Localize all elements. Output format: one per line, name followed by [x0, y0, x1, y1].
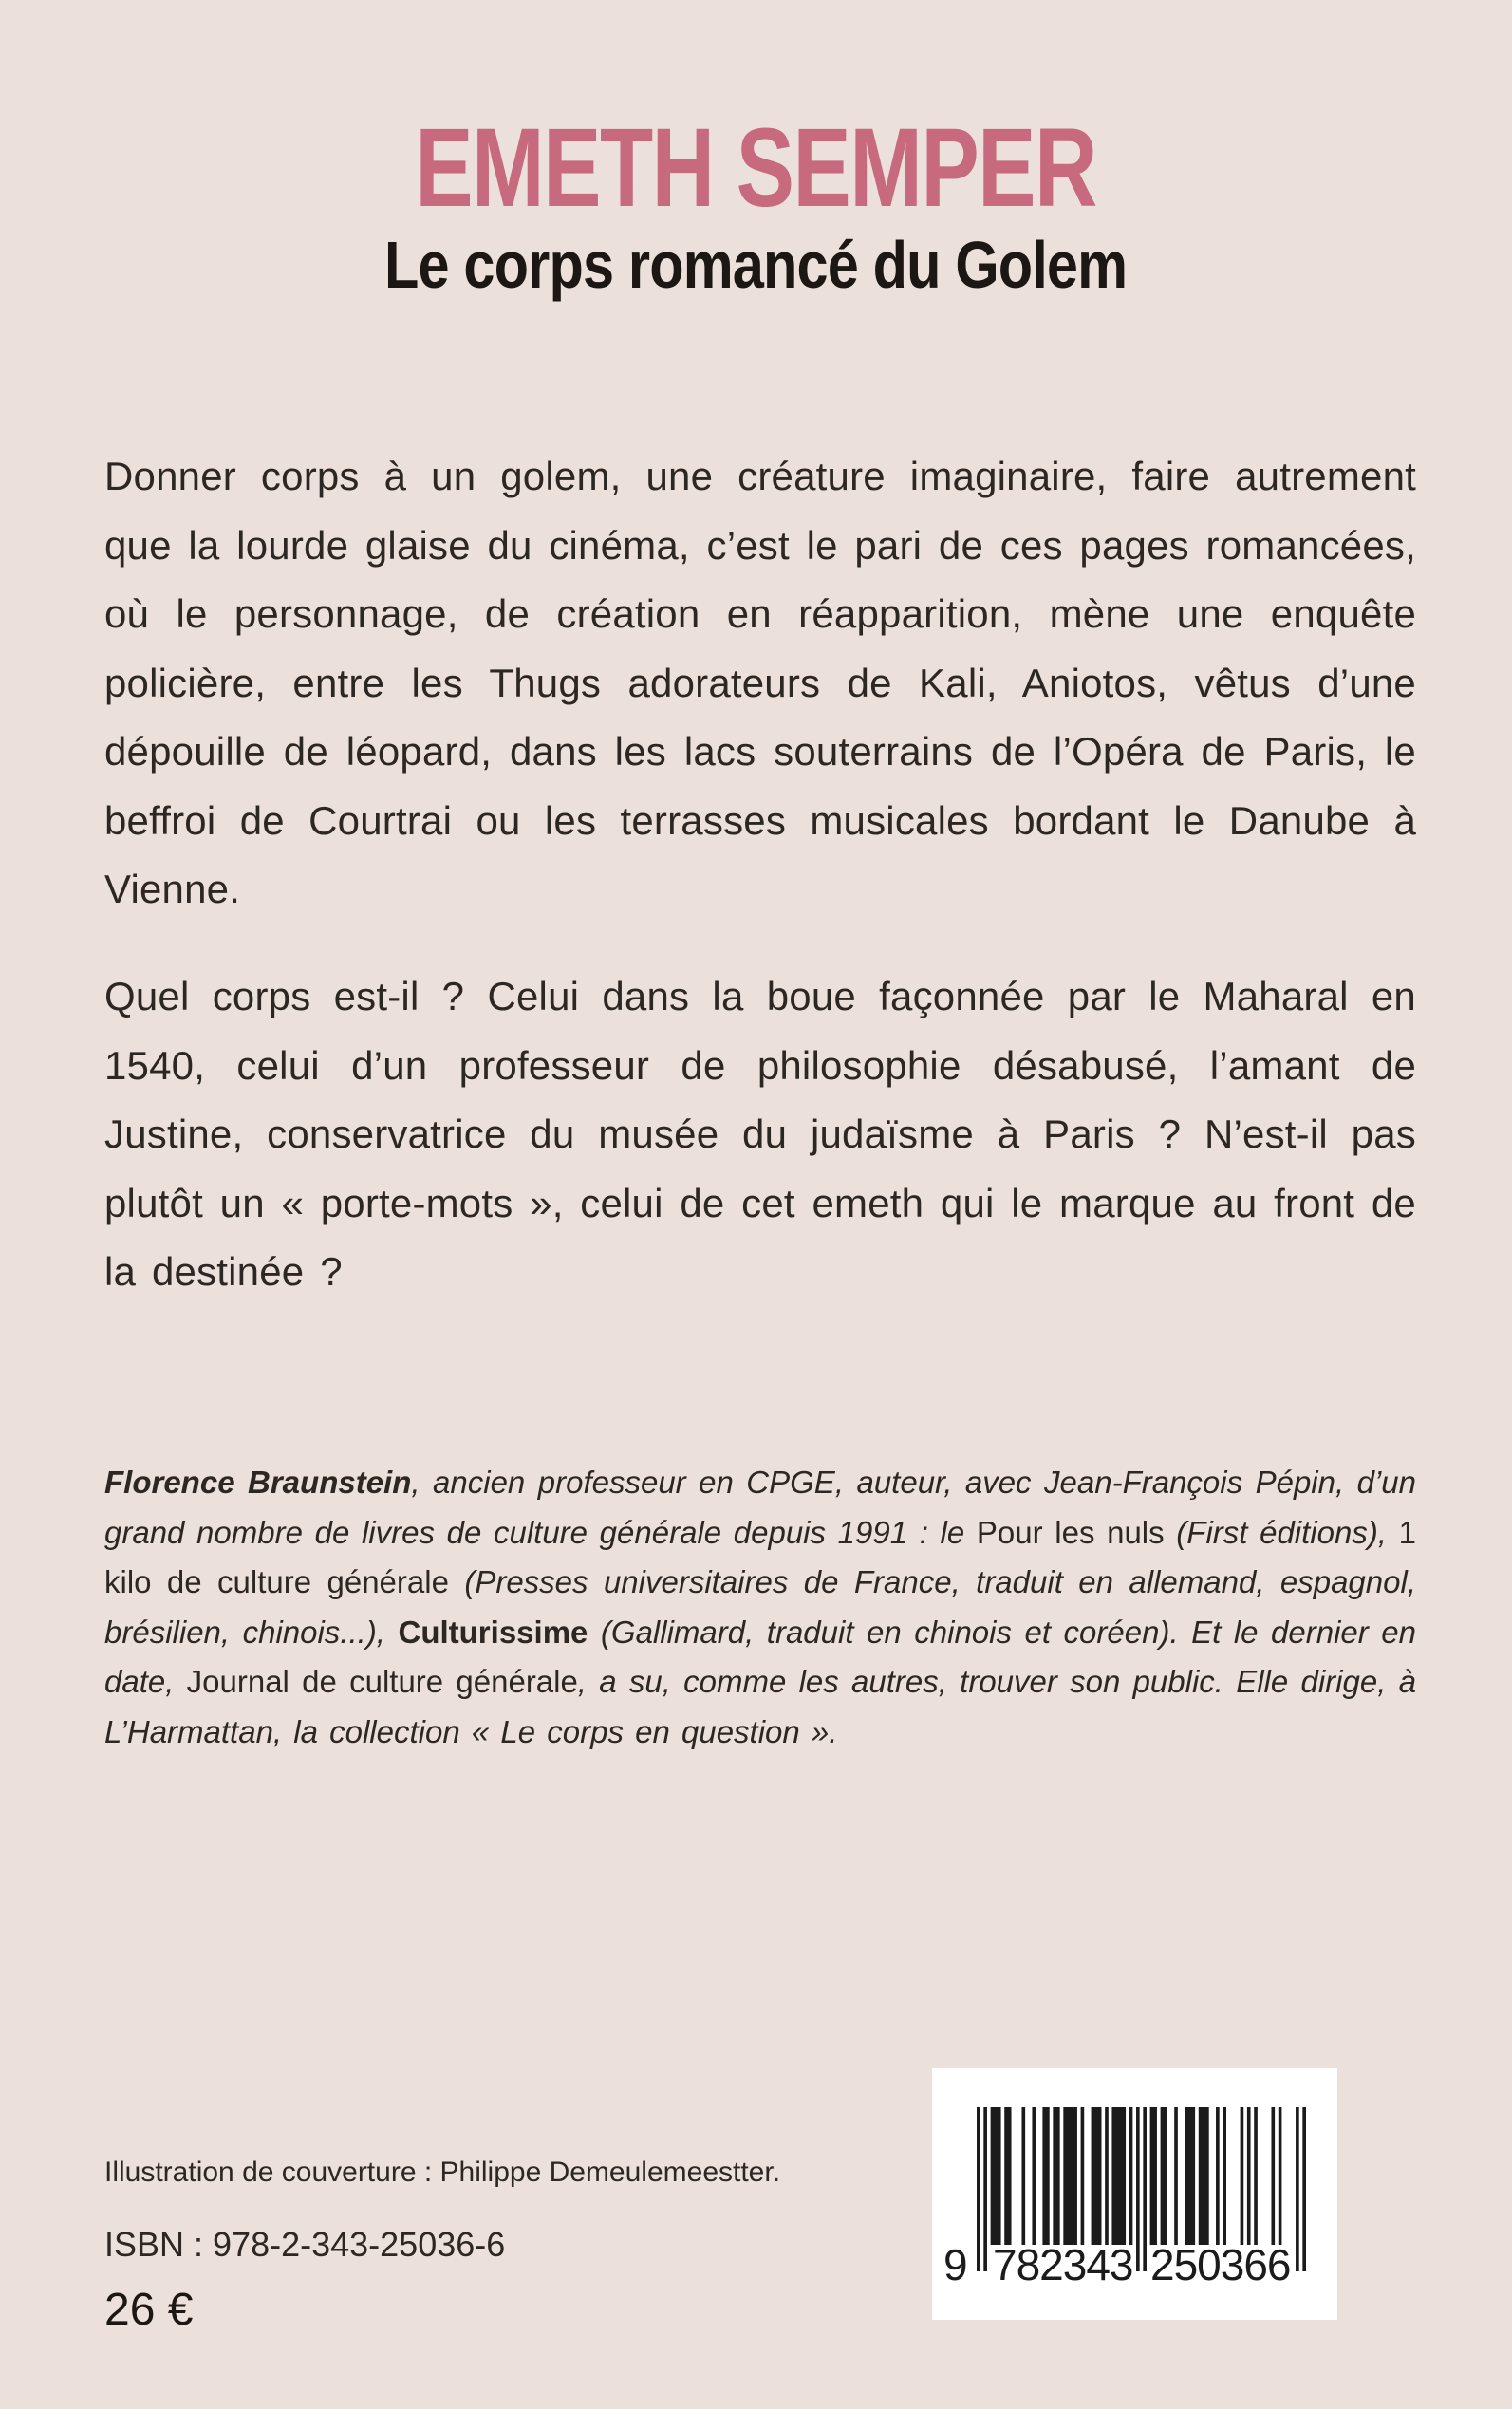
bio-segment: (Presses universitaires de France, traduit en allemand, espagnol, brésilien, chinois...),	[104, 1564, 1416, 1650]
bio-segment: Culturissime	[398, 1614, 588, 1650]
synopsis-paragraph-1: Donner corps à un golem, une créature imaginaire, faire autrement que la lourde glaise du cinéma, c’est le pari de ces pages romancées, où le personnage, de création en réapparition, mène une enquête policière, entre les Thugs adorateurs de Kali, Aniotos, vêtus d’une dépouille de léopard, dans les lacs souterrains de l’Opéra de Paris, le beffroi de Courtrai ou les terrasses musicales bordant le Danube à Vienne.	[104, 454, 1416, 911]
bio-segment: Florence Braunstein	[104, 1465, 412, 1500]
bio-segment: 1 kilo de culture générale	[104, 1514, 1417, 1599]
book-title-text: Le corps romancé du Golem	[384, 228, 1128, 302]
barcode-digit-group2: 250366	[1150, 2240, 1291, 2289]
author-name	[0, 105, 1512, 231]
bio-segment: , ancien professeur en CPGE, auteur, avec Jean-François Pépin, d’un grand nombre de livres de culture générale depuis 1991 : le	[104, 1465, 1417, 1550]
bio-segment: (First éditions),	[1164, 1514, 1399, 1550]
isbn: ISBN : 978-2-343-25036-6	[104, 2225, 506, 2264]
synopsis-paragraph-2: Quel corps est-il ? Celui dans la boue façonnée par le Maharal en 1540, celui d’un professeur de philosophie désabusé, l’amant de Justine, conservatrice du musée du judaïsme à Paris ? N’est-il pas plutôt un « porte-mots », celui de cet emeth qui le marque au front de la destinée ?	[104, 974, 1416, 1294]
barcode-digit-left: 9	[943, 2240, 967, 2289]
author-bio	[104, 1458, 1416, 1757]
book-title	[0, 228, 1512, 302]
barcode	[932, 2068, 1337, 2320]
bio-segment: Journal de culture générale	[186, 1664, 578, 1699]
barcode-digit-group1: 782343	[993, 2240, 1133, 2289]
bio-segment: , a su, comme les autres, trouver son public. Elle dirige, à L’Harmattan, la collection « Le corps en question ».	[104, 1664, 1416, 1749]
bio-segment: (Gallimard, traduit en chinois et coréen). Et le dernier en date,	[104, 1614, 1416, 1699]
bio-segment: Pour les nuls	[976, 1514, 1165, 1550]
price: 26 €	[104, 2285, 194, 2335]
author-name-text: EMETH SEMPER	[415, 105, 1097, 231]
cover-credit: Illustration de couverture : Philippe Demeulemeestter.	[104, 2157, 781, 2188]
